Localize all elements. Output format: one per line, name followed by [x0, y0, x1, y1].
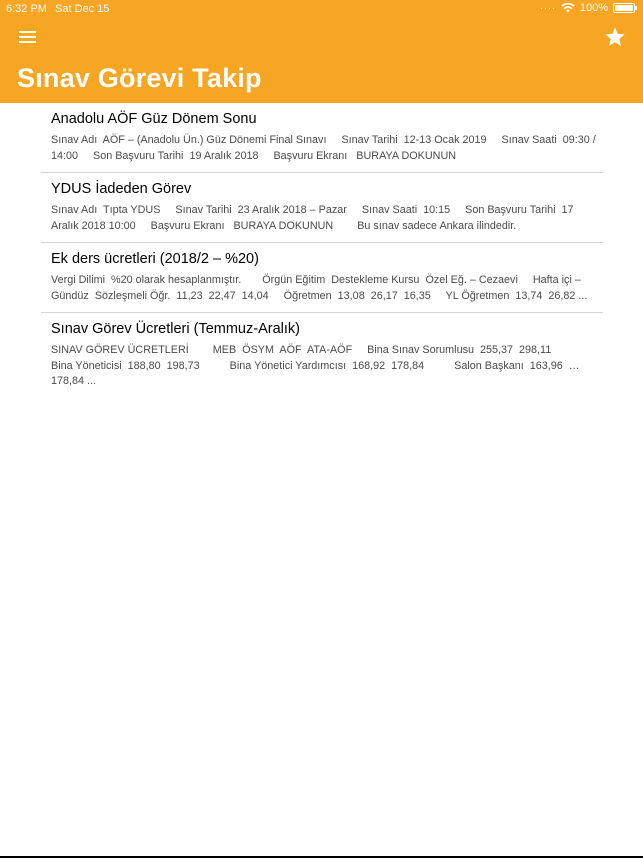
page-title: Sınav Görevi Takip — [17, 63, 262, 93]
list-item-body: Sınav Adı AÖF – (Anadolu Ün.) Güz Dönemi Final Sınavı Sınav Tarihi 12-13 Ocak 2019 Sınav Saati 09:30 / 14:00 Son Başvuru Tarihi 19 Aralık 2018 Başvuru Ekranı BURAYA DOKUNUN — [51, 134, 599, 162]
list-item-title: Anadolu AÖF Güz Dönem Sonu — [51, 111, 257, 127]
status-right — [540, 2, 635, 14]
status-date: Sat Dec 15 — [55, 3, 110, 15]
app-header — [0, 0, 643, 103]
wifi-icon — [561, 3, 575, 13]
list-item[interactable] — [41, 243, 603, 313]
status-bar — [0, 0, 643, 18]
exam-duty-list — [0, 103, 643, 387]
list-item[interactable] — [41, 103, 603, 173]
battery-icon — [613, 3, 635, 13]
status-time: 6:32 PM — [6, 3, 47, 15]
list-item-title: YDUS İadeden Görev — [51, 181, 192, 197]
list-item-body: Vergi Dilimi %20 olarak hesaplanmıştır. Örgün Eğitim Destekleme Kursu Özel Eğ. – Cezaevi Hafta içi – Gündüz Sözleşmeli Öğr. 11,23 22,47 14,04 Öğretmen 13,08 26,17 16,35 YL Öğretmen 13,74 26,82 ... — [51, 274, 588, 302]
list-item-body: Sınav Adı Tıpta YDUS Sınav Tarihi 23 Aralık 2018 – Pazar Sınav Saati 10:15 Son Başvuru Tarihi 17 Aralık 2018 10:00 Başvuru Ekranı BURAYA DOKUNUN Bu sınav sadece Ankara ilindedir. — [51, 204, 576, 232]
list-item-body: SINAV GÖREV ÜCRETLERİ MEB ÖSYM AÖF ATA-AÖF Bina Sınav Sorumlusu 255,37 298,11 Bina Yöneticisi 188,80 198,73 Bina Yönetici Yardımcısı 168,92 178,84 Salon Başkanı 163,96 178,84 ... — [51, 344, 582, 387]
star-icon[interactable] — [604, 26, 626, 48]
list-item-title: Ek ders ücretleri (2018/2 – %20) — [51, 251, 259, 267]
list-item-title: Sınav Görev Ücretleri (Temmuz-Aralık) — [51, 321, 300, 337]
signal-dots-icon: ···· — [539, 3, 556, 13]
hamburger-menu-icon[interactable] — [19, 31, 36, 44]
list-item[interactable] — [41, 173, 603, 243]
list-item[interactable] — [41, 313, 603, 387]
battery-percent: 100% — [579, 2, 608, 14]
